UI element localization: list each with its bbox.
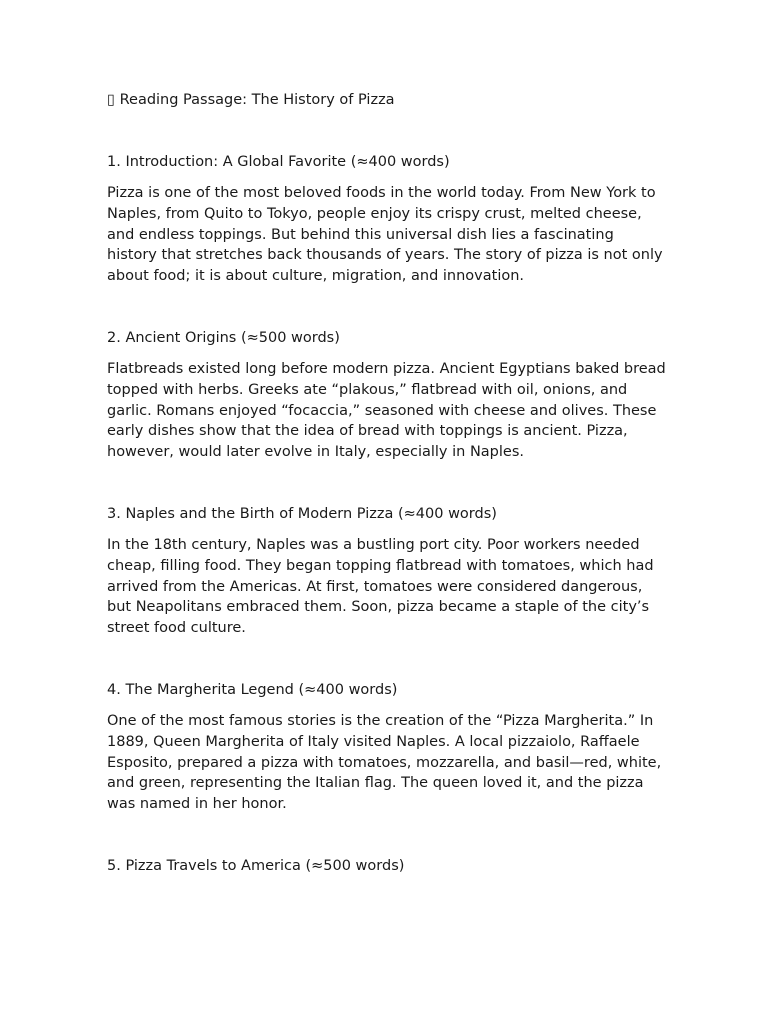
book-icon: ▯: [107, 92, 115, 108]
section-introduction: [107, 152, 667, 287]
document-title: [107, 90, 667, 111]
document-content: [107, 90, 667, 918]
section-ancient-origins: [107, 328, 667, 463]
section-paragraph: Pizza is one of the most beloved foods in the world today. From New York to Naples, from Quito to Tokyo, people enjoy its crispy crust, melted cheese, and endless toppings. But behind this universal dish lies a fascinating history that stretches back thousands of years. The story of pizza is not only about food; it is about culture, migration, and innovation.: [107, 185, 663, 285]
section-heading: 3. Naples and the Birth of Modern Pizza (≈400 words): [107, 505, 497, 522]
section-heading: 4. The Margherita Legend (≈400 words): [107, 681, 398, 698]
section-heading: 1. Introduction: A Global Favorite (≈400 words): [107, 154, 450, 170]
section-naples: [107, 504, 667, 639]
document-title-text: Reading Passage: The History of Pizza: [119, 92, 395, 108]
section-paragraph: In the 18th century, Naples was a bustling port city. Poor workers needed cheap, filling food. They began topping flatbread with tomatoes, which had arrived from the Americas. At first, tomatoes were considered dangerous, but Neapolitans embraced them. Soon, pizza became a staple of the city’s street food culture.: [107, 536, 654, 637]
section-paragraph: Flatbreads existed long before modern pizza. Ancient Egyptians baked bread topped with herbs. Greeks ate “plakous,” flatbread with oil, onions, and garlic. Romans enjoyed “focaccia,” seasoned with cheese and olives. These early dishes show that the idea of bread with toppings is ancient. Pizza, however, would later evolve in Italy, especially in Naples.: [107, 360, 666, 461]
section-heading: 5. Pizza Travels to America (≈500 words): [107, 857, 405, 874]
section-paragraph: One of the most famous stories is the creation of the “Pizza Margherita.” In 1889, Queen Margherita of Italy visited Naples. A local pizzaiolo, Raffaele Esposito, prepared a pizza with tomatoes, mozzarella, and basil—red, white, and green, representing the Italian flag. The queen loved it, and the pizza was named in her honor.: [107, 712, 662, 813]
section-heading: 2. Ancient Origins (≈500 words): [107, 329, 340, 346]
section-pizza-america: [107, 856, 667, 877]
section-margherita-legend: [107, 680, 667, 815]
